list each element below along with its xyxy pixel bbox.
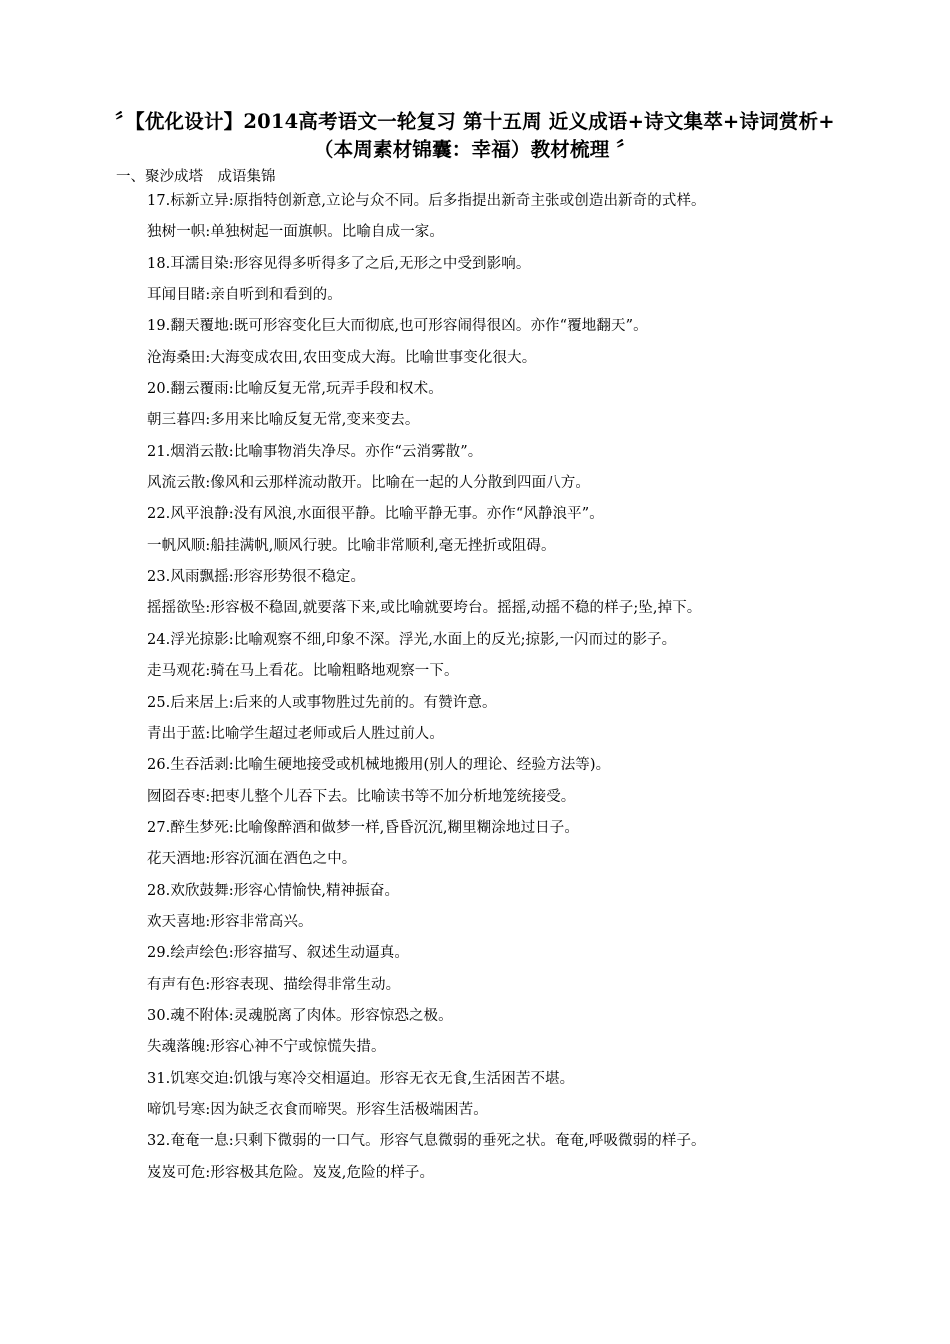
- idiom-term: 一帆风顺: [147, 537, 206, 554]
- idiom-term: 风流云散: [147, 475, 206, 492]
- document-title: 〞【优化设计】2014高考语文一轮复习 第十五周 近义成语+诗文集萃+诗词赏析+（本周素材锦囊：幸福）教材梳理 〞: [115, 110, 835, 161]
- idiom-definition: :没有风浪,水面很平静。比喻平静无事。亦作“风静浪平”。: [228, 506, 604, 523]
- idiom-list: [147, 191, 847, 1194]
- idiom-definition: :后来的人或事物胜过先前的。有赞许意。: [228, 694, 497, 711]
- idiom-definition: :比喻事物消失净尽。亦作“云消雾散”。: [228, 443, 483, 460]
- idiom-entry: [147, 1100, 847, 1131]
- idiom-definition: :形容表现、描绘得非常生动。: [205, 976, 401, 993]
- idiom-entry: [147, 316, 847, 347]
- idiom-definition: :原指特创新意,立论与众不同。后多指提出新奇主张或创造出新奇的式样。: [228, 193, 706, 209]
- idiom-definition: :形容形势很不稳定。: [228, 569, 366, 586]
- idiom-definition: :饥饿与寒冷交相逼迫。形容无衣无食,生活困苦不堪。: [228, 1070, 575, 1087]
- idiom-term: 18.耳濡目染: [147, 255, 229, 272]
- idiom-entry: [147, 222, 847, 253]
- idiom-entry: [147, 849, 847, 880]
- idiom-entry: [147, 1069, 847, 1100]
- idiom-entry: [147, 881, 847, 912]
- idiom-entry: [147, 191, 847, 222]
- idiom-entry: [147, 567, 847, 598]
- idiom-term: 21.烟消云散: [147, 443, 229, 460]
- idiom-term: 23.风雨飘摇: [147, 569, 229, 586]
- idiom-entry: [147, 348, 847, 379]
- idiom-definition: :形容心神不宁或惊慌失措。: [205, 1039, 386, 1056]
- idiom-definition: :只剩下微弱的一口气。形容气息微弱的垂死之状。奄奄,呼吸微弱的样子。: [228, 1133, 706, 1150]
- idiom-term: 22.风平浪静: [147, 506, 229, 523]
- idiom-definition: :多用来比喻反复无常,变来变去。: [205, 412, 420, 429]
- idiom-term: 29.绘声绘色: [147, 945, 229, 962]
- idiom-definition: :骑在马上看花。比喻粗略地观察一下。: [205, 663, 459, 680]
- idiom-term: 20.翻云覆雨: [147, 381, 229, 398]
- idiom-term: 欢天喜地: [147, 913, 206, 930]
- idiom-entry: [147, 975, 847, 1006]
- idiom-definition: :既可形容变化巨大而彻底,也可形容闹得很凶。亦作“覆地翻天”。: [228, 318, 648, 335]
- idiom-definition: :船挂满帆,顺风行驶。比喻非常顺利,毫无挫折或阻碍。: [205, 537, 556, 554]
- idiom-definition: :比喻生硬地接受或机械地搬用(别人的理论、经验方法等)。: [228, 757, 611, 774]
- idiom-definition: :形容见得多听得多了之后,无形之中受到影响。: [228, 255, 531, 272]
- idiom-definition: :形容描写、叙述生动逼真。: [228, 945, 409, 962]
- idiom-definition: :像风和云那样流动散开。比喻在一起的人分散到四面八方。: [205, 475, 590, 492]
- idiom-entry: [147, 1006, 847, 1037]
- idiom-entry: [147, 724, 847, 755]
- idiom-definition: :单独树起一面旗帜。比喻自成一家。: [205, 224, 444, 241]
- idiom-term: 19.翻天覆地: [147, 318, 229, 335]
- idiom-term: 24.浮光掠影: [147, 631, 229, 648]
- idiom-definition: :灵魂脱离了肉体。形容惊恐之极。: [228, 1007, 453, 1024]
- idiom-term: 25.后来居上: [147, 694, 229, 711]
- idiom-entry: [147, 536, 847, 567]
- idiom-term: 沧海桑田: [147, 349, 206, 366]
- idiom-entry: [147, 1131, 847, 1162]
- idiom-definition: :亲自听到和看到的。: [205, 287, 342, 304]
- idiom-definition: :比喻像醉酒和做梦一样,昏昏沉沉,糊里糊涂地过日子。: [228, 819, 579, 836]
- idiom-definition: :形容心情愉快,精神振奋。: [228, 882, 400, 899]
- idiom-entry: [147, 1037, 847, 1068]
- idiom-term: 耳闻目睹: [147, 287, 206, 304]
- idiom-definition: :大海变成农田,农田变成大海。比喻世事变化很大。: [205, 349, 537, 366]
- idiom-definition: :比喻观察不细,印象不深。浮光,水面上的反光;掠影,一闪而过的影子。: [228, 631, 677, 648]
- idiom-term: 26.生吞活剥: [147, 757, 229, 774]
- idiom-term: 岌岌可危: [147, 1164, 206, 1181]
- idiom-definition: :形容极其危险。岌岌,危险的样子。: [205, 1164, 435, 1181]
- idiom-entry: [147, 661, 847, 692]
- idiom-term: 囫囵吞枣: [147, 788, 206, 805]
- idiom-term: 摇摇欲坠: [147, 600, 206, 617]
- idiom-term: 27.醉生梦死: [147, 819, 229, 836]
- idiom-term: 31.饥寒交迫: [147, 1070, 229, 1087]
- idiom-term: 朝三暮四: [147, 412, 206, 429]
- idiom-term: 失魂落魄: [147, 1039, 206, 1056]
- idiom-term: 走马观花: [147, 663, 206, 680]
- idiom-entry: [147, 598, 847, 629]
- idiom-definition: :形容非常高兴。: [205, 913, 313, 930]
- idiom-term: 17.标新立异: [147, 193, 229, 209]
- idiom-entry: [147, 818, 847, 849]
- idiom-term: 28.欢欣鼓舞: [147, 882, 229, 899]
- idiom-term: 32.奄奄一息: [147, 1133, 229, 1150]
- idiom-entry: [147, 379, 847, 410]
- idiom-entry: [147, 473, 847, 504]
- idiom-entry: [147, 1163, 847, 1194]
- idiom-term: 30.魂不附体: [147, 1007, 229, 1024]
- idiom-entry: [147, 787, 847, 818]
- idiom-entry: [147, 630, 847, 661]
- idiom-entry: [147, 943, 847, 974]
- idiom-entry: [147, 285, 847, 316]
- idiom-definition: :比喻学生超过老师或后人胜过前人。: [205, 725, 444, 742]
- idiom-term: 青出于蓝: [147, 725, 206, 742]
- idiom-term: 独树一帜: [147, 224, 206, 241]
- idiom-term: 花天酒地: [147, 851, 206, 868]
- idiom-term: 啼饥号寒: [147, 1101, 206, 1118]
- idiom-definition: :形容极不稳固,就要落下来,或比喻就要垮台。摇摇,动摇不稳的样子;坠,掉下。: [205, 600, 702, 617]
- idiom-definition: :比喻反复无常,玩弄手段和权术。: [228, 381, 443, 398]
- idiom-definition: :因为缺乏衣食而啼哭。形容生活极端困苦。: [205, 1101, 488, 1118]
- idiom-entry: [147, 254, 847, 285]
- idiom-definition: :把枣儿整个儿吞下去。比喻读书等不加分析地笼统接受。: [205, 788, 576, 805]
- idiom-entry: [147, 504, 847, 535]
- idiom-entry: [147, 912, 847, 943]
- idiom-definition: :形容沉湎在酒色之中。: [205, 851, 357, 868]
- idiom-entry: [147, 442, 847, 473]
- idiom-entry: [147, 410, 847, 441]
- idiom-entry: [147, 693, 847, 724]
- idiom-entry: [147, 755, 847, 786]
- idiom-term: 有声有色: [147, 976, 206, 993]
- section-heading: 一、聚沙成塔 成语集锦: [116, 169, 276, 185]
